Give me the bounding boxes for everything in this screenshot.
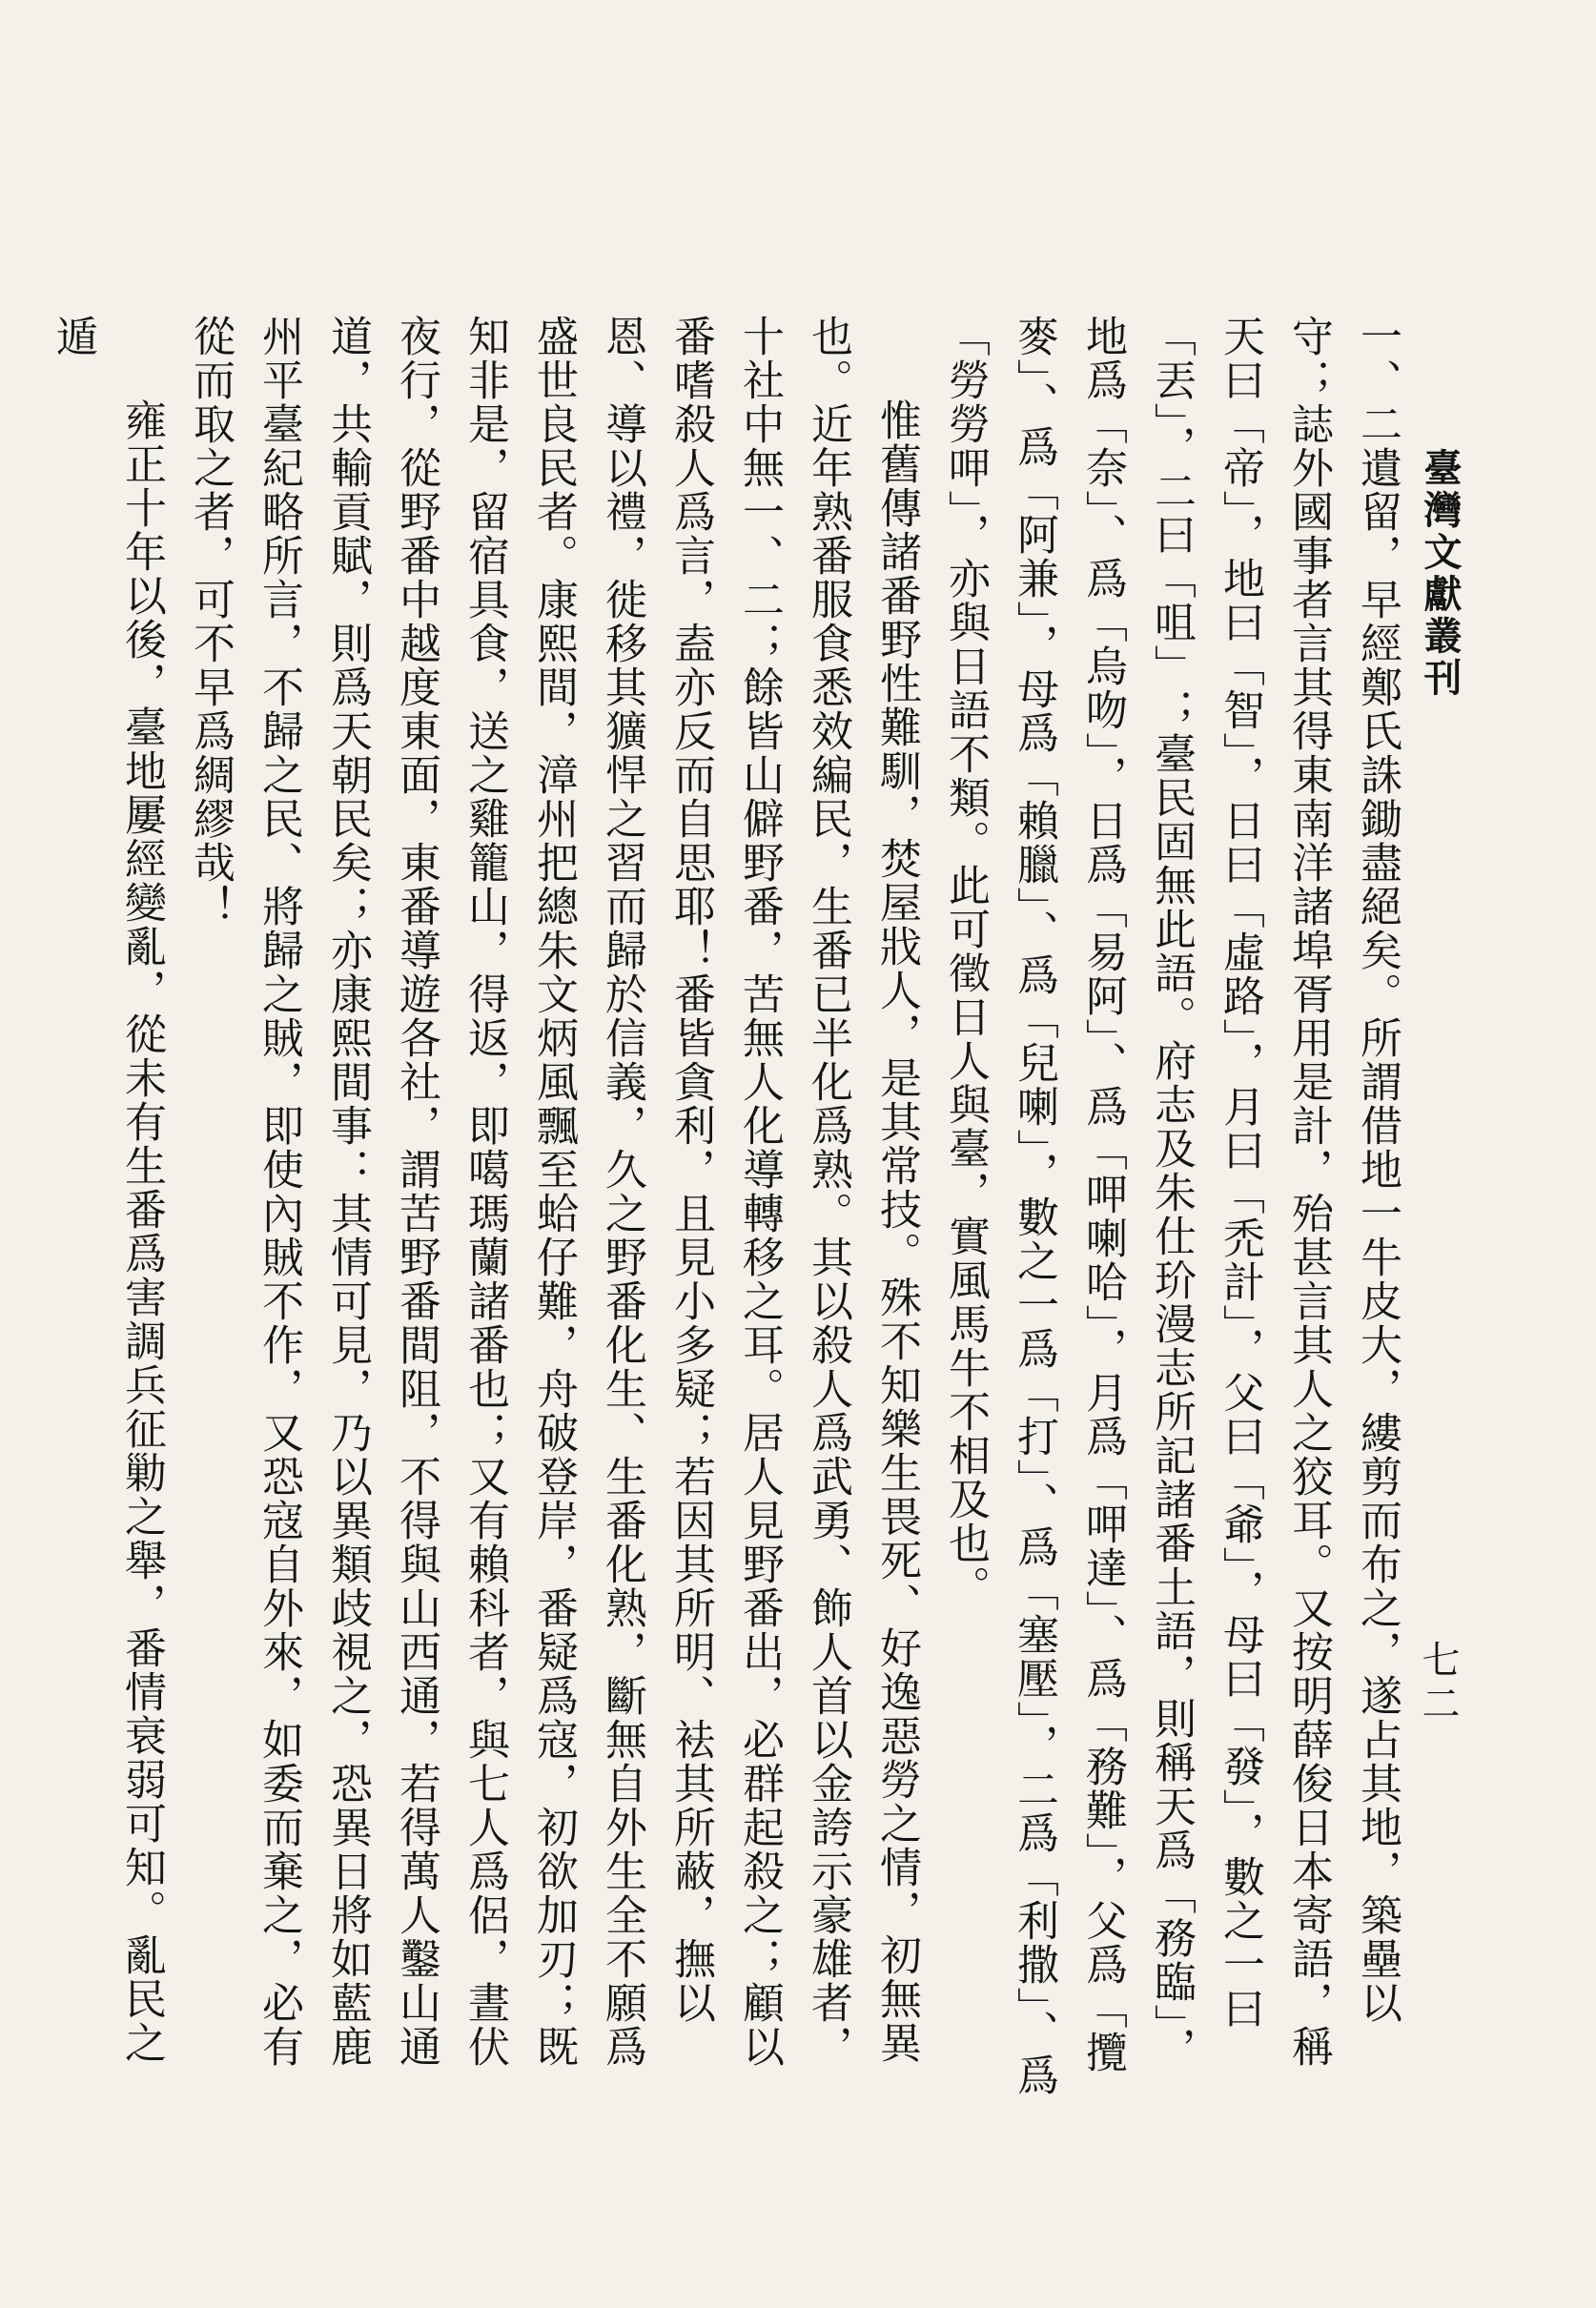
running-title: 臺灣文獻叢刊	[1418, 448, 1463, 700]
paragraph-3: 雍正十年以後，臺地屢經變亂，從未有生番爲害調兵征勦之舉，番情衰弱可知。亂民之遁	[49, 315, 166, 2065]
paragraph-1: 一、二遺留，早經鄭氏誅鋤盡絕矣。所謂借地一牛皮大，縷剪而布之，遂占其地，築壘以守；誌外國事者言其得東南洋諸埠胥用是計，殆甚言其人之狡耳。又按明薛俊日本寄語，稱天曰「帝」，地曰「智」，日曰「虛路」，月曰「禿計」，父曰「爺」，母曰「發」，數之一曰「丟」，二曰「咀」；臺民固無此語。府志及朱仕玠漫志所記諸番土語，則稱天爲「務臨」，地爲「奈」、爲「烏吻」，日爲「易阿」、爲「呷喇哈」，月爲「呷達」、爲「務難」，父爲「攬麥」、爲「阿兼」，母爲「賴臘」、爲「兒喇」，數之一爲「打」、爲「塞壓」，二爲「利撒」、爲「勞勞呷」，亦與日語不類。此可徵日人與臺，實風馬牛不相及也。	[941, 315, 1402, 2097]
main-text	[49, 315, 1411, 2097]
paragraph-2: 惟舊傳諸番野性難馴，焚屋戕人，是其常技。殊不知樂生畏死、好逸惡勞之情，初無異也。近年熟番服食悉效編民，生番已半化爲熟。其以殺人爲武勇、飾人首以金誇示豪雄者，十社中無一、二；餘皆山僻野番，苦無人化導轉移之耳。居人見野番出，必群起殺之；顧以番嗜殺人爲言，盍亦反而自思耶！番皆貪利，且見小多疑；若因其所明、袪其所蔽，撫以恩、導以禮，徙移其獷悍之習而歸於信義，久之野番化生、生番化熟，斷無自外生全不願爲盛世良民者。康熙間，漳州把總朱文炳風飄至蛤仔難，舟破登岸，番疑爲寇，初欲加刃；既知非是，留宿具食，送之雞籠山，得返，即噶瑪蘭諸番也；又有賴科者，與七人爲侶，晝伏夜行，從野番中越度東面，東番導遊各社，謂苦野番間阻，不得與山西通，若得萬人鑿山通道，共輸貢賦，則爲天朝民矣；亦康熙間事：其情可見，乃以異類歧視之，恐異日將如藍鹿州平臺紀略所言，不歸之民、將歸之賊，即使內賊不作，又恐寇自外來，如委而棄之，必有從而取之者，可不早爲綢繆哉！	[186, 315, 921, 2069]
page-number: 七二	[1416, 1640, 1460, 1727]
